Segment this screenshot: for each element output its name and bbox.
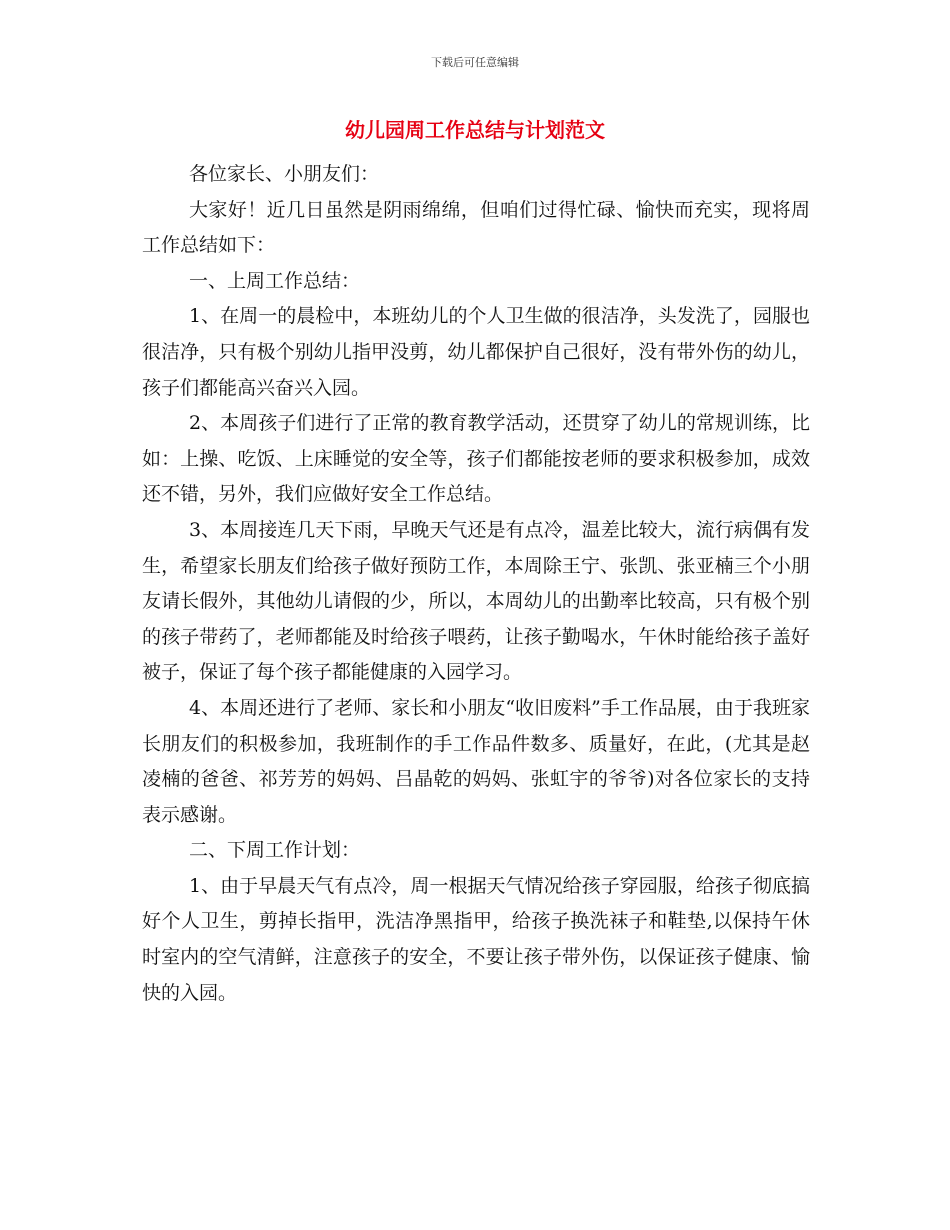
summary-item-4: 4、本周还进行了老师、家长和小朋友“收旧废料”手工作品展，由于我班家长朋友们的积极参加，我班制作的手工作品件数多、质量好，在此，(尤其是赵凌楠的爸爸、祁芳芳的妈妈、吕晶乾的妈妈、张虹宇的爷爷)对各位家长的支持表示感谢。 <box>142 696 810 826</box>
section-heading-plan: 二、下周工作计划： <box>189 839 361 862</box>
document-title: 幼儿园周工作总结与计划范文 <box>345 118 605 142</box>
document-body <box>142 157 810 1011</box>
summary-item-2: 2、本周孩子们进行了正常的教育教学活动，还贯穿了幼儿的常规训练，比如：上操、吃饭、上床睡觉的安全等，孩子们都能按老师的要求积极参加，成效还不错，另外，我们应做好安全工作总结。 <box>142 412 810 506</box>
greeting-paragraph: 各位家长、小朋友们： <box>189 163 380 185</box>
header-note: 下载后可任意编辑 <box>431 56 519 69</box>
plan-item-1: 1、由于早晨天气有点冷，周一根据天气情况给孩子穿园服，给孩子彻底搞好个人卫生，剪掉长指甲，洗洁净黑指甲，给孩子换洗袜子和鞋垫,以保持午休时室内的空气清鲜，注意孩子的安全，不要让孩子带外伤，以保证孩子健康、愉快的入园。 <box>142 874 810 1004</box>
summary-item-3: 3、本周接连几天下雨，早晚天气还是有点冷，温差比较大，流行病偶有发生，希望家长朋友们给孩子做好预防工作，本周除王宁、张凯、张亚楠三个小朋友请长假外，其他幼儿请假的少，所以，本周幼儿的出勤率比较高，只有极个别的孩子带药了，老师都能及时给孩子喂药，让孩子勤喝水，午休时能给孩子盖好被子，保证了每个孩子都能健康的入园学习。 <box>142 518 810 684</box>
intro-paragraph: 大家好！近几日虽然是阴雨绵绵，但咱们过得忙碌、愉快而充实，现将周工作总结如下： <box>142 198 810 257</box>
section-heading-summary: 一、上周工作总结： <box>189 269 361 292</box>
summary-item-1: 1、在周一的晨检中，本班幼儿的个人卫生做的很洁净，头发洗了，园服也很洁净，只有极个别幼儿指甲没剪，幼儿都保护自己很好，没有带外伤的幼儿，孩子们都能高兴奋兴入园。 <box>142 305 810 399</box>
